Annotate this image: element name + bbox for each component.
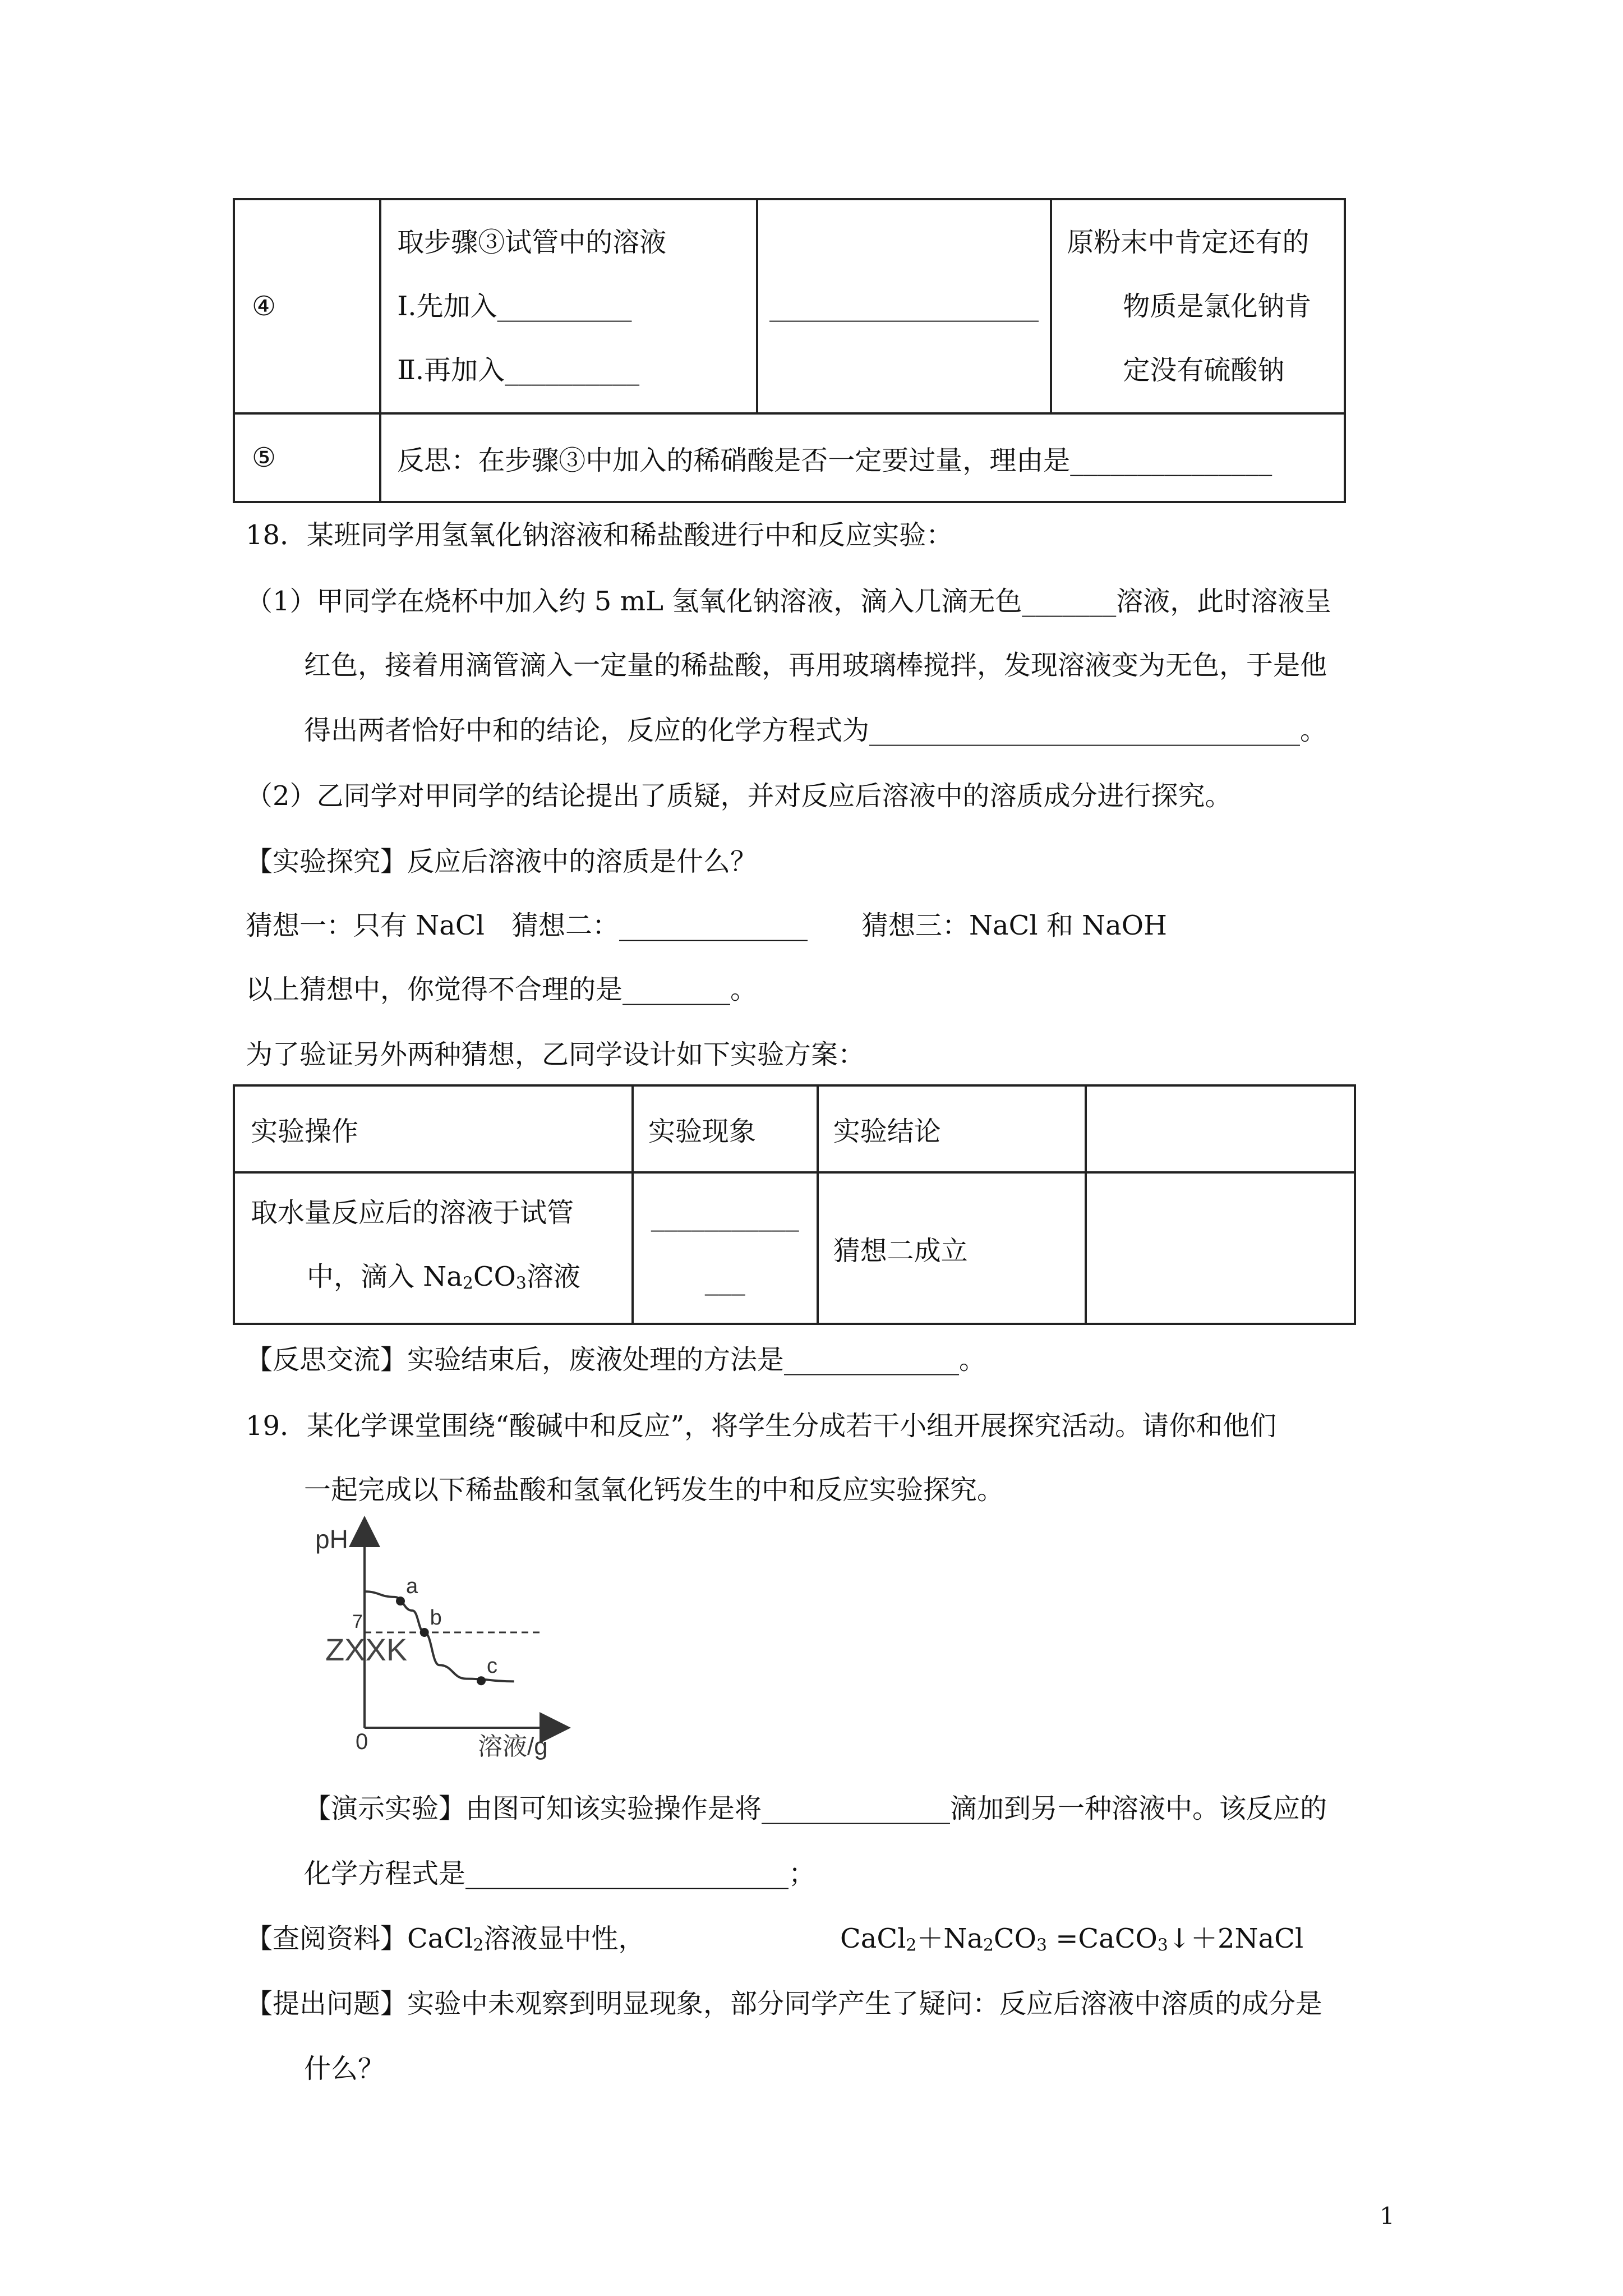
cell-conclusion: 猜想二成立	[818, 1172, 1086, 1324]
watermark: ZXXK	[325, 1632, 408, 1667]
q18-reflect: 【反思交流】实验结束后，废液处理的方法是_____________。	[246, 1344, 986, 1375]
table-steps	[233, 198, 1346, 503]
cell-blank	[1086, 1172, 1355, 1324]
header-conclusion: 实验结论	[818, 1085, 1086, 1172]
cell-operation: 取水量反应后的溶液于试管 中，滴入 $Na_2CO_3$溶液	[234, 1172, 633, 1324]
y-axis-label: pH	[315, 1525, 348, 1554]
point-a	[396, 1596, 405, 1605]
x-axis-label: 溶液/g	[478, 1733, 548, 1760]
step-number: ④	[234, 199, 380, 413]
q18-title: 18．某班同学用氢氧化钠溶液和稀盐酸进行中和反应实验：	[246, 519, 953, 551]
step-conclusion: 原粉末中肯定还有的 物质是氯化钠肯 定没有硫酸钠	[1051, 199, 1345, 413]
header-operation: 实验操作	[234, 1085, 633, 1172]
q19-line2: 一起完成以下稀盐酸和氢氧化钙发生的中和反应实验探究。	[304, 1474, 1004, 1506]
q18-part1-line3: 得出两者恰好中和的结论，反应的化学方程式为________________________________。	[304, 715, 1327, 746]
point-label-b: b	[430, 1606, 442, 1630]
q18-part1-line1: （1）甲同学在烧杯中加入约 5 mL 氢氧化钠溶液，滴入几滴无色_______溶液，此时溶液呈	[246, 586, 1332, 617]
table-row	[234, 413, 1345, 502]
q19-equation: $CaCl_2+Na_2CO_3$ =CaCO$_3$↓＋2NaCl	[840, 1923, 1304, 1955]
q18-unreasonable: 以上猜想中，你觉得不合理的是________。	[246, 974, 758, 1005]
q18-explore: 【实验探究】反应后溶液中的溶质是什么？	[246, 846, 758, 877]
page-number: 1	[1380, 2202, 1395, 2230]
table-experiment	[233, 1084, 1356, 1325]
q18-plan: 为了验证另外两种猜想，乙同学设计如下实验方案：	[246, 1039, 865, 1070]
q19-question-line2: 什么？	[304, 2053, 385, 2085]
ph-chart	[308, 1515, 578, 1761]
q19-line1: 19．某化学课堂围绕“酸碱中和反应”，将学生分成若干小组开展探究活动。请你和他们	[246, 1410, 1277, 1442]
step-reflection: 反思：在步骤③中加入的稀硝酸是否一定要过量，理由是_______________	[380, 413, 1345, 502]
q19-demo-line2: 化学方程式是________________________；	[304, 1858, 816, 1889]
header-blank	[1086, 1085, 1355, 1172]
tick-label-7: 7	[352, 1611, 363, 1632]
q18-guesses: 猜想一：只有 NaCl 猜想二：______________ 猜想三：NaCl 和 NaOH	[246, 910, 1167, 941]
step-operation: 取步骤③试管中的溶液 Ⅰ.先加入__________ Ⅱ.再加入__________	[380, 199, 757, 413]
q18-part1-line2: 红色，接着用滴管滴入一定量的稀盐酸，再用玻璃棒搅拌，发现溶液变为无色，于是他	[304, 650, 1327, 681]
origin-label: 0	[356, 1729, 368, 1754]
table-row	[234, 1172, 1355, 1324]
point-label-c: c	[487, 1654, 497, 1678]
point-c	[477, 1676, 486, 1685]
header-phenomenon: 实验现象	[633, 1085, 818, 1172]
step-number: ⑤	[234, 413, 380, 502]
q18-part2: （2）乙同学对甲同学的结论提出了质疑，并对反应后溶液中的溶质成分进行探究。	[246, 780, 1232, 812]
point-label-a: a	[406, 1575, 418, 1599]
q19-lookup: 【查阅资料】CaCl$_2$溶液显中性，	[246, 1923, 645, 1955]
labeled-points	[396, 1575, 497, 1685]
q19-demo-line1: 【演示实验】由图可知该实验操作是将______________滴加到另一种溶液中。该反应的	[304, 1793, 1327, 1824]
table-header-row	[234, 1085, 1355, 1172]
point-b	[420, 1628, 429, 1637]
cell-phenomenon: ___________ ___	[633, 1172, 818, 1324]
q19-question-line1: 【提出问题】实验中未观察到明显现象，部分同学产生了疑问：反应后溶液中溶质的成分是	[246, 1988, 1323, 2019]
step-phenomenon: ____________________	[757, 199, 1052, 413]
table-row	[234, 199, 1345, 413]
